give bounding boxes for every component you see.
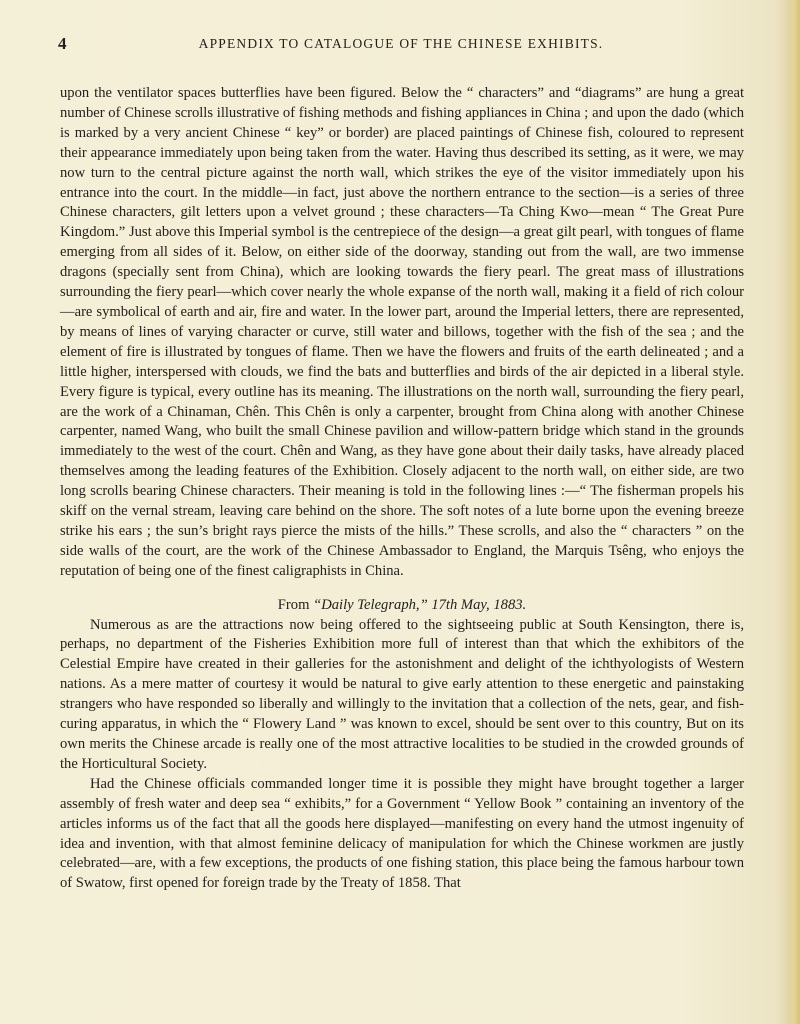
source-citation xyxy=(60,596,744,616)
running-head: APPENDIX TO CATALOGUE OF THE CHINESE EXHIBITS. xyxy=(198,36,604,51)
page-edge-shadow xyxy=(786,0,800,1024)
page-header xyxy=(58,34,744,56)
source-prefix: From xyxy=(277,596,314,613)
page-number: 4 xyxy=(58,34,67,53)
body-text xyxy=(60,84,744,894)
paragraph: upon the ventilator spaces butterflies have been figured. Below the “ characters” and “diagrams” are hung a great number of Chinese scrolls illustrative of fishing methods and fishing appliances in China ; and upon the dado (which is marked by a very ancient Chinese “ key” or border) are placed paintings of Chinese fish, coloured to represent their appearance immediately upon being taken from the water. Having thus described its setting, as it were, we may now turn to the central picture against the north wall, which strikes the eye of the visitor immediately upon his entrance into the court. In the middle—in fact, just above the northern entrance to the section—is a series of three Chinese characters, gilt letters upon a velvet ground ; these characters—Ta Ching Kwo—mean “ The Great Pure Kingdom.” Just above this Imperial symbol is the centrepiece of the design—a great gilt pearl, with tongues of flame emerging from all sides of it. Below, on either side of the doorway, standing out from the wall, are two immense dragons (specially sent from China), which are looking towards the fiery pearl. The great mass of illustrations surrounding the fiery pearl—which cover nearly the whole expanse of the north wall, making it a field of rich colour—are symbolical of earth and air, fire and water. In the lower part, around the Imperial letters, there are represented, by means of lines of varying character or curve, still water and billows, together with the fish of the sea ; and the element of fire is illustrated by tongues of flame. Then we have the flowers and fruits of the earth delineated ; and a little higher, interspersed with clouds, we find the bats and butterflies and birds of the air depicted in a liberal style. Every figure is typical, every outline has its meaning. The illustrations on the north wall, surrounding the fiery pearl, are the work of a Chinaman, Chên. This Chên is only a carpenter, brought from China along with another Chinese carpenter, named Wang, who built the small Chinese pavilion and willow-pattern bridge which stand in the grounds immediately to the west of the court. Chên and Wang, as they have gone about their daily tasks, have already placed themselves among the leading features of the Exhibition. Closely adjacent to the north wall, on either side, are two long scrolls bearing Chinese characters. Their meaning is told in the following lines :—“ The fisherman propels his skiff on the vernal stream, leaving care behind on the shore. The soft notes of a lute borne upon the evening breeze strike his ears ; the sun’s bright rays pierce the mists of the hills.” These scrolls, and also the “ characters ” on the side walls of the court, are the work of the Chinese Ambassador to England, the Marquis Tsêng, who enjoys the reputation of being one of the finest caligraphists in China. xyxy=(60,85,744,579)
paragraph: Numerous as are the attractions now being offered to the sightseeing public at South Kensington, there is, perhaps, no department of the Fisheries Exhibition more full of interest than that which the exhibitors of the Celestial Empire have created in their galleries for the astonishment and delight of the ichthyologists of Western nations. As a mere matter of courtesy it would be natural to give early attention to these energetic and painstaking strangers who have responded so liberally and willingly to the invitation that a collection of the nets, gear, and fish-curing apparatus, in which the “ Flowery Land ” was known to excel, should be sent over to this country, But on its own merits the Chinese arcade is really one of the most attractive localities to be studied in the crowded grounds of the Horticultural Society. xyxy=(60,616,744,772)
source-date: 17th May, 1883. xyxy=(427,596,527,613)
paragraph: Had the Chinese officials commanded longer time it is possible they might have brought together a larger assembly of fresh water and deep sea “ exhibits,” for a Government “ Yellow Book ” containing an inventory of the articles informs us of the fact that all the goods here displayed—manifesting on every hand the utmost ingenuity of idea and invention, with that almost feminine delicacy of manipulation for which the Chinese workmen are justly celebrated—are, with a few exceptions, the products of one fishing station, this place being the famous harbour town of Swatow, first opened for foreign trade by the Treaty of 1858. That xyxy=(60,775,744,892)
source-publication: “Daily Telegraph,” xyxy=(313,596,428,613)
